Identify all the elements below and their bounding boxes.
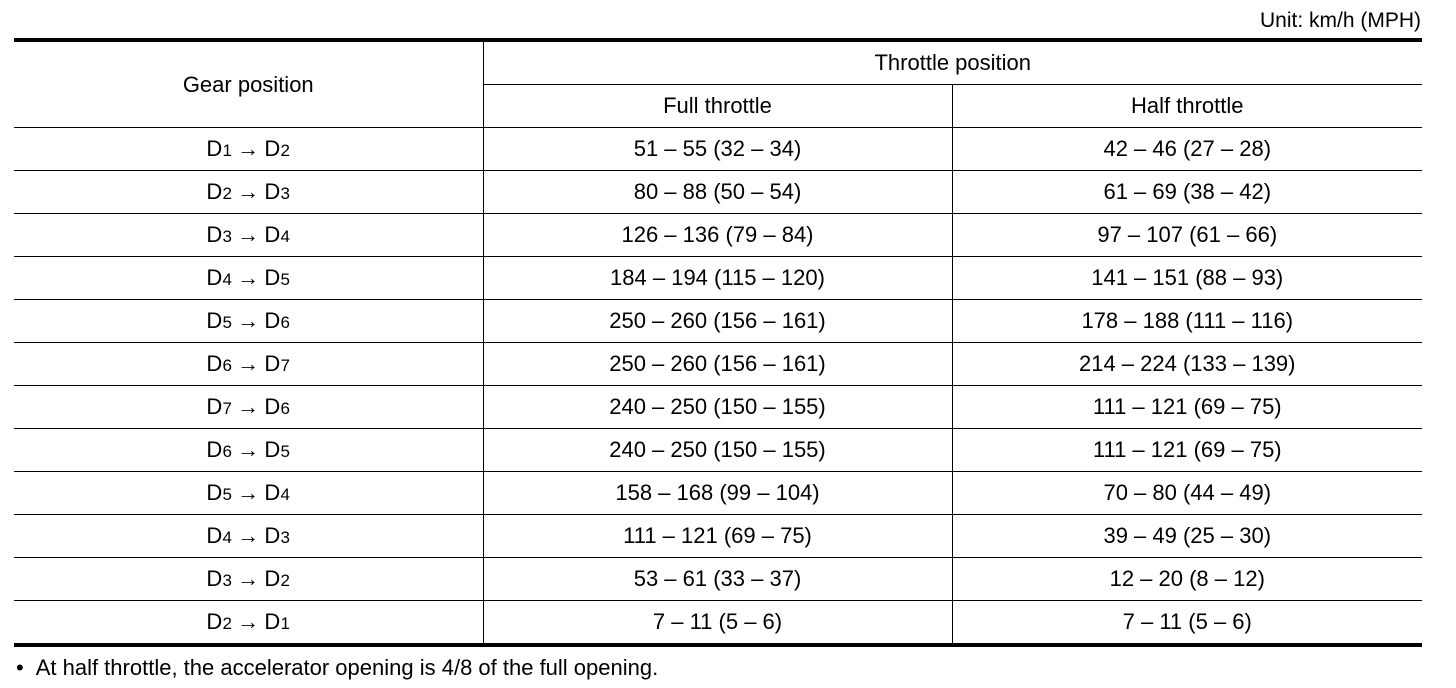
gear-to-letter: D	[264, 609, 281, 634]
gear-to-letter: D	[264, 265, 281, 290]
shift-arrow: →	[237, 222, 260, 247]
gear-from-letter: D	[206, 179, 223, 204]
table-row	[14, 171, 1422, 214]
half-throttle-value: 7 – 11 (5 – 6)	[952, 601, 1422, 646]
gear-to-number: 6	[280, 399, 291, 418]
shift-arrow: →	[237, 566, 260, 591]
gear-from-number: 5	[222, 313, 233, 332]
table-row	[14, 214, 1422, 257]
footnote-text: At half throttle, the accelerator opening is 4/8 of the full opening.	[35, 655, 659, 680]
gear-shift-cell	[14, 300, 483, 343]
gear-to-number: 2	[280, 571, 291, 590]
gear-from-number: 1	[222, 141, 233, 160]
half-throttle-value: 214 – 224 (133 – 139)	[952, 343, 1422, 386]
gear-to-number: 6	[280, 313, 291, 332]
footnote-bullet: •	[16, 655, 24, 680]
half-throttle-value: 111 – 121 (69 – 75)	[952, 386, 1422, 429]
gear-to-number: 3	[280, 528, 291, 547]
table-row	[14, 472, 1422, 515]
gear-position-header: Gear position	[14, 40, 483, 128]
table-row	[14, 386, 1422, 429]
half-throttle-value: 12 – 20 (8 – 12)	[952, 558, 1422, 601]
table-row	[14, 128, 1422, 171]
full-throttle-value: 240 – 250 (150 – 155)	[483, 429, 952, 472]
gear-from-number: 2	[222, 184, 233, 203]
gear-from-letter: D	[206, 394, 223, 419]
gear-shift-cell	[14, 343, 483, 386]
table-row	[14, 343, 1422, 386]
gear-from-number: 5	[222, 485, 233, 504]
shift-arrow: →	[237, 308, 260, 333]
shift-arrow: →	[237, 136, 260, 161]
gear-from-number: 4	[222, 270, 233, 289]
gear-to-letter: D	[264, 308, 281, 333]
gear-to-number: 7	[280, 356, 291, 375]
half-throttle-value: 141 – 151 (88 – 93)	[952, 257, 1422, 300]
gear-to-number: 5	[280, 270, 291, 289]
gear-shift-cell	[14, 515, 483, 558]
half-throttle-value: 178 – 188 (111 – 116)	[952, 300, 1422, 343]
gear-from-letter: D	[206, 265, 223, 290]
table-row	[14, 515, 1422, 558]
half-throttle-value: 39 – 49 (25 – 30)	[952, 515, 1422, 558]
gear-to-letter: D	[264, 566, 281, 591]
gear-to-letter: D	[264, 437, 281, 462]
footnote	[16, 655, 658, 681]
table-row	[14, 558, 1422, 601]
half-throttle-header: Half throttle	[952, 85, 1422, 128]
half-throttle-value: 70 – 80 (44 – 49)	[952, 472, 1422, 515]
gear-to-letter: D	[264, 480, 281, 505]
gear-to-number: 2	[280, 141, 291, 160]
gear-shift-cell	[14, 171, 483, 214]
gear-from-letter: D	[206, 308, 223, 333]
table-row	[14, 429, 1422, 472]
shift-arrow: →	[237, 609, 260, 634]
gear-from-letter: D	[206, 566, 223, 591]
full-throttle-value: 250 – 260 (156 – 161)	[483, 343, 952, 386]
table-body	[14, 128, 1422, 646]
gear-from-letter: D	[206, 437, 223, 462]
gear-to-letter: D	[264, 351, 281, 376]
half-throttle-value: 42 – 46 (27 – 28)	[952, 128, 1422, 171]
gear-shift-cell	[14, 558, 483, 601]
gear-from-letter: D	[206, 480, 223, 505]
half-throttle-value: 61 – 69 (38 – 42)	[952, 171, 1422, 214]
gear-shift-cell	[14, 429, 483, 472]
full-throttle-value: 158 – 168 (99 – 104)	[483, 472, 952, 515]
gear-to-number: 5	[280, 442, 291, 461]
header-row-1	[14, 40, 1422, 85]
shift-arrow: →	[237, 394, 260, 419]
full-throttle-value: 53 – 61 (33 – 37)	[483, 558, 952, 601]
full-throttle-value: 80 – 88 (50 – 54)	[483, 171, 952, 214]
full-throttle-value: 51 – 55 (32 – 34)	[483, 128, 952, 171]
gear-to-number: 3	[280, 184, 291, 203]
gear-shift-cell	[14, 128, 483, 171]
table-row	[14, 257, 1422, 300]
half-throttle-value: 111 – 121 (69 – 75)	[952, 429, 1422, 472]
full-throttle-value: 111 – 121 (69 – 75)	[483, 515, 952, 558]
gear-to-letter: D	[264, 523, 281, 548]
table-row	[14, 300, 1422, 343]
gear-shift-cell	[14, 257, 483, 300]
shift-arrow: →	[237, 351, 260, 376]
gear-from-letter: D	[206, 523, 223, 548]
full-throttle-header: Full throttle	[483, 85, 952, 128]
throttle-position-header: Throttle position	[483, 40, 1422, 85]
gear-from-number: 2	[222, 614, 233, 633]
shift-arrow: →	[237, 179, 260, 204]
gear-from-letter: D	[206, 351, 223, 376]
table-row	[14, 601, 1422, 646]
gear-from-number: 4	[222, 528, 233, 547]
shift-speed-table	[14, 38, 1422, 647]
gear-shift-cell	[14, 472, 483, 515]
gear-from-number: 3	[222, 571, 233, 590]
full-throttle-value: 126 – 136 (79 – 84)	[483, 214, 952, 257]
full-throttle-value: 250 – 260 (156 – 161)	[483, 300, 952, 343]
gear-from-number: 6	[222, 356, 233, 375]
full-throttle-value: 240 – 250 (150 – 155)	[483, 386, 952, 429]
shift-arrow: →	[237, 437, 260, 462]
shift-arrow: →	[237, 265, 260, 290]
gear-to-number: 1	[280, 614, 291, 633]
gear-from-letter: D	[206, 609, 223, 634]
gear-shift-cell	[14, 601, 483, 646]
half-throttle-value: 97 – 107 (61 – 66)	[952, 214, 1422, 257]
gear-from-number: 3	[222, 227, 233, 246]
gear-to-letter: D	[264, 222, 281, 247]
shift-arrow: →	[237, 523, 260, 548]
gear-shift-cell	[14, 386, 483, 429]
full-throttle-value: 184 – 194 (115 – 120)	[483, 257, 952, 300]
gear-from-letter: D	[206, 136, 223, 161]
table-header	[14, 40, 1422, 128]
gear-from-number: 7	[222, 399, 233, 418]
gear-to-number: 4	[280, 485, 291, 504]
gear-to-letter: D	[264, 136, 281, 161]
gear-to-letter: D	[264, 179, 281, 204]
gear-from-letter: D	[206, 222, 223, 247]
gear-from-number: 6	[222, 442, 233, 461]
unit-note: Unit: km/h (MPH)	[1259, 9, 1421, 32]
gear-to-number: 4	[280, 227, 291, 246]
shift-arrow: →	[237, 480, 260, 505]
gear-shift-cell	[14, 214, 483, 257]
full-throttle-value: 7 – 11 (5 – 6)	[483, 601, 952, 646]
gear-to-letter: D	[264, 394, 281, 419]
